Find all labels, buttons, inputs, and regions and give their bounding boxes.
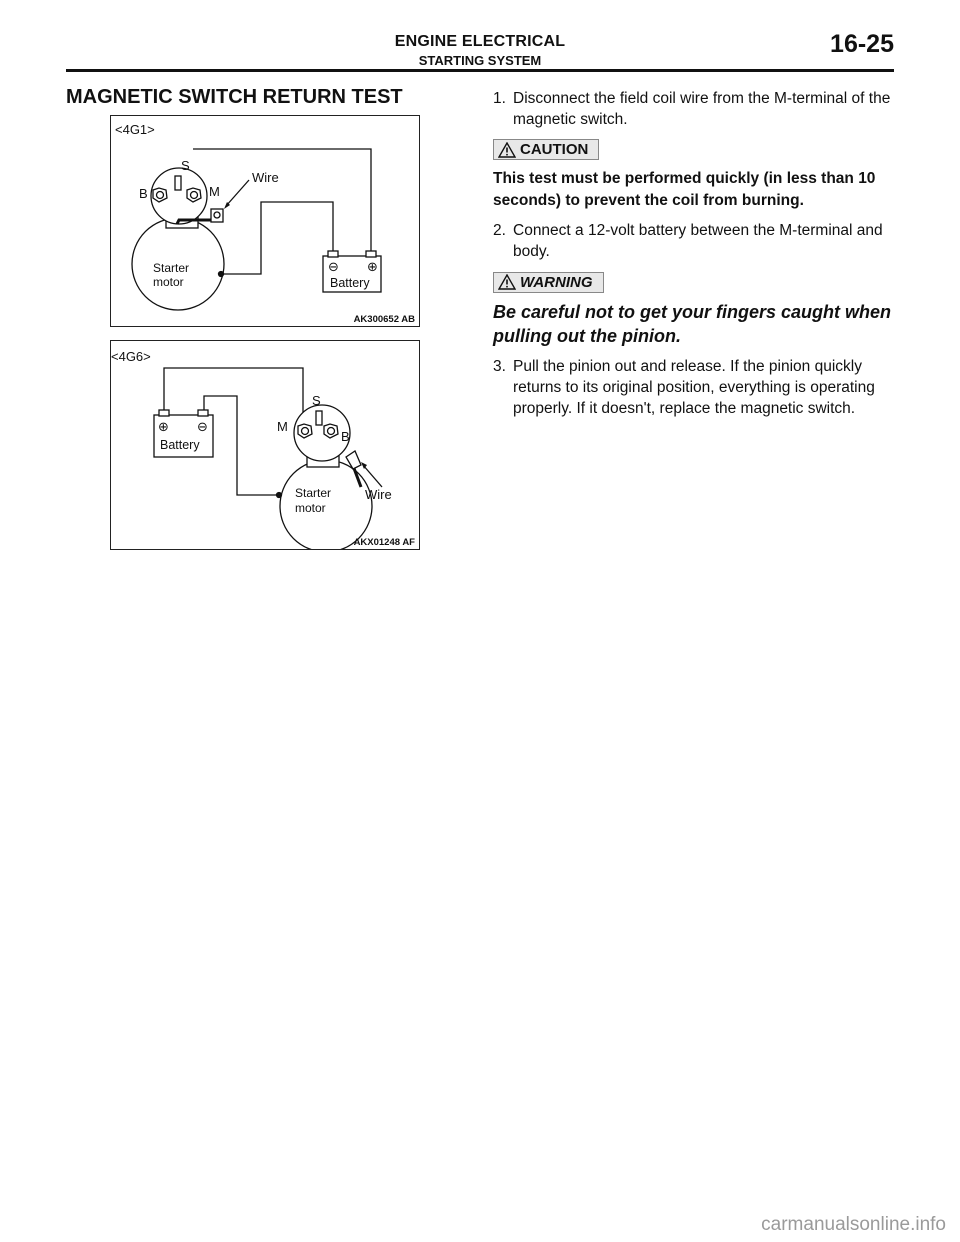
m-terminal-wire: [221, 202, 333, 274]
step-number: 1.: [493, 90, 506, 107]
warning-text: Be careful not to get your fingers caught when pulling out the pinion.: [493, 302, 892, 346]
battery-minus: ⊖: [328, 259, 339, 274]
m-label: M: [277, 419, 288, 434]
wire-leader: [226, 180, 249, 206]
battery-post-left: [328, 251, 338, 257]
motor-label: motor: [153, 275, 184, 289]
procedure-column: [493, 88, 898, 419]
step-text: Disconnect the field coil wire from the M-terminal of the magnetic switch.: [513, 90, 891, 128]
step-text: Connect a 12-volt battery between the M-terminal and body.: [513, 221, 883, 260]
header-rule: [66, 69, 894, 72]
warning-triangle-icon: [498, 142, 516, 158]
step-text: Pull the pinion out and release. If the pinion quickly returns to its original position, everything is operating properly. If it doesn't, replace the magnetic switch.: [513, 358, 875, 417]
battery-label: Battery: [160, 438, 200, 452]
m-label: M: [209, 184, 220, 199]
s-terminal: [175, 176, 181, 190]
figure-code: AKX01248 AF: [353, 537, 415, 548]
b-label: B: [139, 186, 148, 201]
warning-block: [493, 272, 898, 349]
step-1: [493, 88, 898, 130]
caution-badge: [493, 139, 599, 160]
m-terminal-wire: [204, 396, 279, 495]
battery-post-right: [198, 410, 208, 416]
subsection-title: STARTING SYSTEM: [418, 53, 542, 68]
starter-label: Starter: [295, 486, 332, 500]
page-title: MAGNETIC SWITCH RETURN TEST: [66, 86, 403, 108]
s-label: S: [181, 158, 190, 173]
watermark: carmanualsonline.info: [761, 1214, 946, 1235]
battery-post-right: [366, 251, 376, 257]
wiring-diagram-4g6: [111, 341, 419, 549]
page-number: 16-25: [830, 30, 894, 58]
connection-point: [219, 272, 224, 277]
step-3: [493, 356, 898, 419]
s-label: S: [312, 393, 321, 408]
s-terminal: [316, 411, 322, 425]
battery-label: Battery: [330, 276, 370, 290]
connection-point: [277, 493, 282, 498]
wire-label: Wire: [365, 487, 392, 502]
b-label: B: [341, 429, 350, 444]
caution-block: [493, 139, 898, 212]
motor-label: motor: [295, 501, 326, 515]
warning-triangle-icon: [498, 274, 516, 290]
step-number: 2.: [493, 221, 506, 239]
figure-4g1: [110, 115, 420, 327]
figure-4g6: [110, 340, 420, 550]
battery-plus: ⊕: [158, 419, 169, 434]
variant-label: <4G1>: [115, 122, 155, 137]
figure-code: AK300652 AB: [353, 314, 415, 325]
section-title: ENGINE ELECTRICAL: [394, 33, 566, 50]
step-2: [493, 220, 898, 262]
warning-label: WARNING: [520, 273, 593, 291]
step-number: 3.: [493, 358, 506, 375]
warning-badge: [493, 272, 604, 293]
caution-text: This test must be performed quickly (in less than 10 seconds) to prevent the coil from burning.: [493, 169, 876, 209]
battery-plus: ⊕: [367, 259, 378, 274]
wiring-diagram-4g1: [111, 116, 419, 326]
battery-post-left: [159, 410, 169, 416]
variant-label: <4G6>: [111, 349, 151, 364]
wire-lug: [211, 209, 223, 222]
starter-label: Starter: [153, 261, 190, 275]
starter-motor-body: [280, 460, 372, 549]
wire-label: Wire: [252, 170, 279, 185]
caution-label: CAUTION: [520, 141, 589, 158]
battery-minus: ⊖: [197, 419, 208, 434]
